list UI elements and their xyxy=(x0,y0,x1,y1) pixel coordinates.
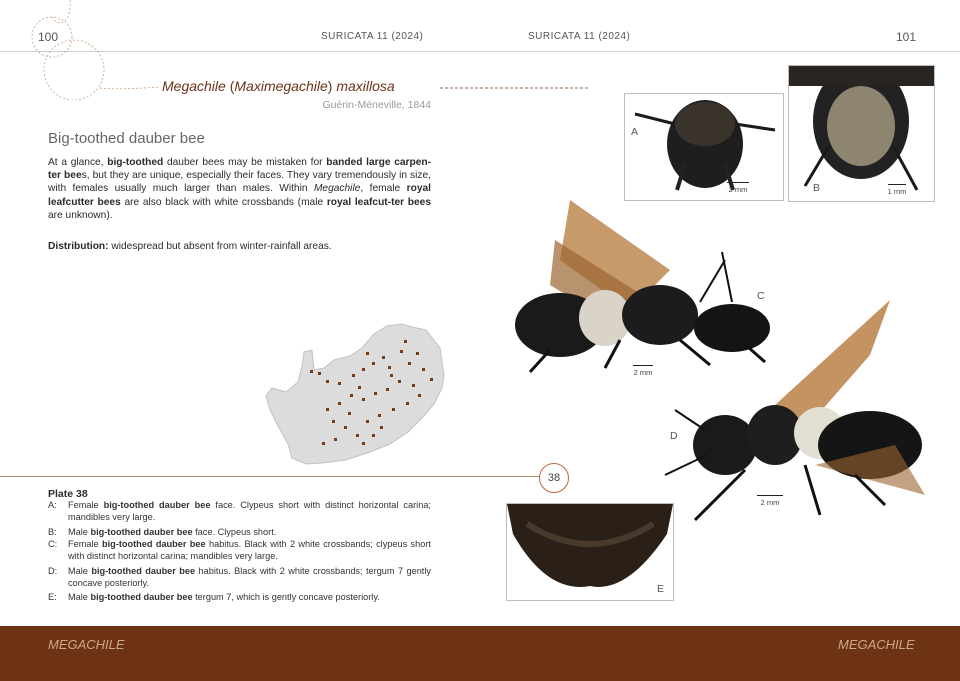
photo-b-male-face xyxy=(788,65,935,202)
photo-a-female-face xyxy=(624,93,784,201)
plate-title: Plate 38 xyxy=(48,488,88,500)
photo-d-label: D xyxy=(670,430,678,442)
record-dot xyxy=(398,380,401,383)
photo-c-scale: 2 mm xyxy=(630,365,656,377)
photo-b-scale: 1 mm xyxy=(884,184,910,196)
record-dot xyxy=(318,372,321,375)
record-dot xyxy=(412,384,415,387)
caption-text: Male big-toothed dauber bee tergum 7, which is gently concave posteriorly. xyxy=(68,592,380,602)
record-dot xyxy=(386,388,389,391)
record-dot xyxy=(334,438,337,441)
record-dot xyxy=(356,434,359,437)
distribution-paragraph: Distribution: widespread but absent from winter-rainfall areas. xyxy=(48,241,332,252)
footer-genus-right: MEGACHILE xyxy=(838,637,915,652)
record-dot xyxy=(332,420,335,423)
photo-e-label: E xyxy=(657,583,665,595)
species-name xyxy=(162,78,395,94)
caption-key: D: xyxy=(48,566,58,576)
record-dot xyxy=(406,402,409,405)
record-dot xyxy=(362,398,365,401)
record-dot xyxy=(388,366,391,369)
record-dot xyxy=(400,350,403,353)
species-epithet: maxillosa xyxy=(336,78,395,94)
running-head-left: SURICATA 11 (2024) xyxy=(321,31,424,42)
record-dot xyxy=(430,378,433,381)
photo-d-male-habitus xyxy=(655,295,940,525)
record-dot xyxy=(378,414,381,417)
record-dot xyxy=(322,442,325,445)
record-dot xyxy=(358,386,361,389)
intro-paragraph: At a glance, big-toothed dauber bees may be mistaken for banded large carpen-ter bees, but they are unique, especially their faces. They vary tremendously in size, with females usually much larger than males. Within Megachile, female royal leafcutter bees are also black with white crossbands (male royal leafcut-ter bees are unknown). xyxy=(48,157,431,221)
photo-c-label: C xyxy=(757,290,765,302)
photo-a-label: A xyxy=(631,126,639,138)
record-dot xyxy=(390,374,393,377)
photo-a-scale: 2 mm xyxy=(723,182,753,194)
plate-caption xyxy=(48,566,431,589)
record-dot xyxy=(350,394,353,397)
caption-key: A: xyxy=(48,500,57,510)
distribution-map xyxy=(262,322,452,467)
plate-caption xyxy=(48,527,431,539)
record-dot xyxy=(374,392,377,395)
plate-caption xyxy=(48,592,431,604)
running-head-right: SURICATA 11 (2024) xyxy=(528,31,631,42)
common-name: Big-toothed dauber bee xyxy=(48,130,205,147)
caption-text: Female big-toothed dauber bee face. Clypeus short with distinct horizontal carina; mandibles very large. xyxy=(68,500,431,522)
record-dot xyxy=(362,442,365,445)
record-dot xyxy=(366,352,369,355)
species-author: Guérin-Méneville, 1844 xyxy=(322,99,431,111)
record-dot xyxy=(372,362,375,365)
record-dot xyxy=(344,426,347,429)
photo-e-tergum xyxy=(506,503,674,601)
footer-genus-left: MEGACHILE xyxy=(48,637,125,652)
caption-text: Male big-toothed dauber bee face. Clypeus short. xyxy=(68,527,277,537)
species-subgenus-wrap: (Maximegachile) xyxy=(229,78,333,94)
photo-d-scale: 2 mm xyxy=(755,495,785,507)
record-dot xyxy=(422,368,425,371)
caption-text: Male big-toothed dauber bee habitus. Black with 2 white crossbands; tergum 7 gently concave posteriorly. xyxy=(68,566,431,588)
record-dot xyxy=(362,368,365,371)
south-africa-outline xyxy=(266,324,444,464)
record-dot xyxy=(372,434,375,437)
plate-caption xyxy=(48,539,431,562)
caption-key: B: xyxy=(48,527,57,537)
record-dot xyxy=(366,420,369,423)
record-dot xyxy=(418,394,421,397)
footer-band xyxy=(0,626,960,681)
page-number-left: 100 xyxy=(38,30,59,44)
record-dot xyxy=(404,340,407,343)
species-genus: Megachile xyxy=(162,78,226,94)
record-dot xyxy=(338,382,341,385)
record-dot xyxy=(310,370,313,373)
record-dot xyxy=(416,352,419,355)
plate-rule xyxy=(0,476,540,477)
record-dot xyxy=(326,380,329,383)
record-dot xyxy=(380,426,383,429)
record-dot xyxy=(338,402,341,405)
photo-b-label: B xyxy=(813,182,821,194)
plate-number-badge: 38 xyxy=(539,463,569,493)
record-dot xyxy=(392,408,395,411)
record-dot xyxy=(348,412,351,415)
plate-caption xyxy=(48,500,431,523)
caption-key: E: xyxy=(48,592,57,602)
caption-key: C: xyxy=(48,539,58,549)
caption-text: Female big-toothed dauber bee habitus. Black with 2 white crossbands; clypeus short with distinct horizontal carina; mandibles very large. xyxy=(68,539,431,561)
record-dot xyxy=(326,408,329,411)
record-dot xyxy=(382,356,385,359)
record-dot xyxy=(408,362,411,365)
page-number-right: 101 xyxy=(896,30,917,44)
record-dot xyxy=(352,374,355,377)
